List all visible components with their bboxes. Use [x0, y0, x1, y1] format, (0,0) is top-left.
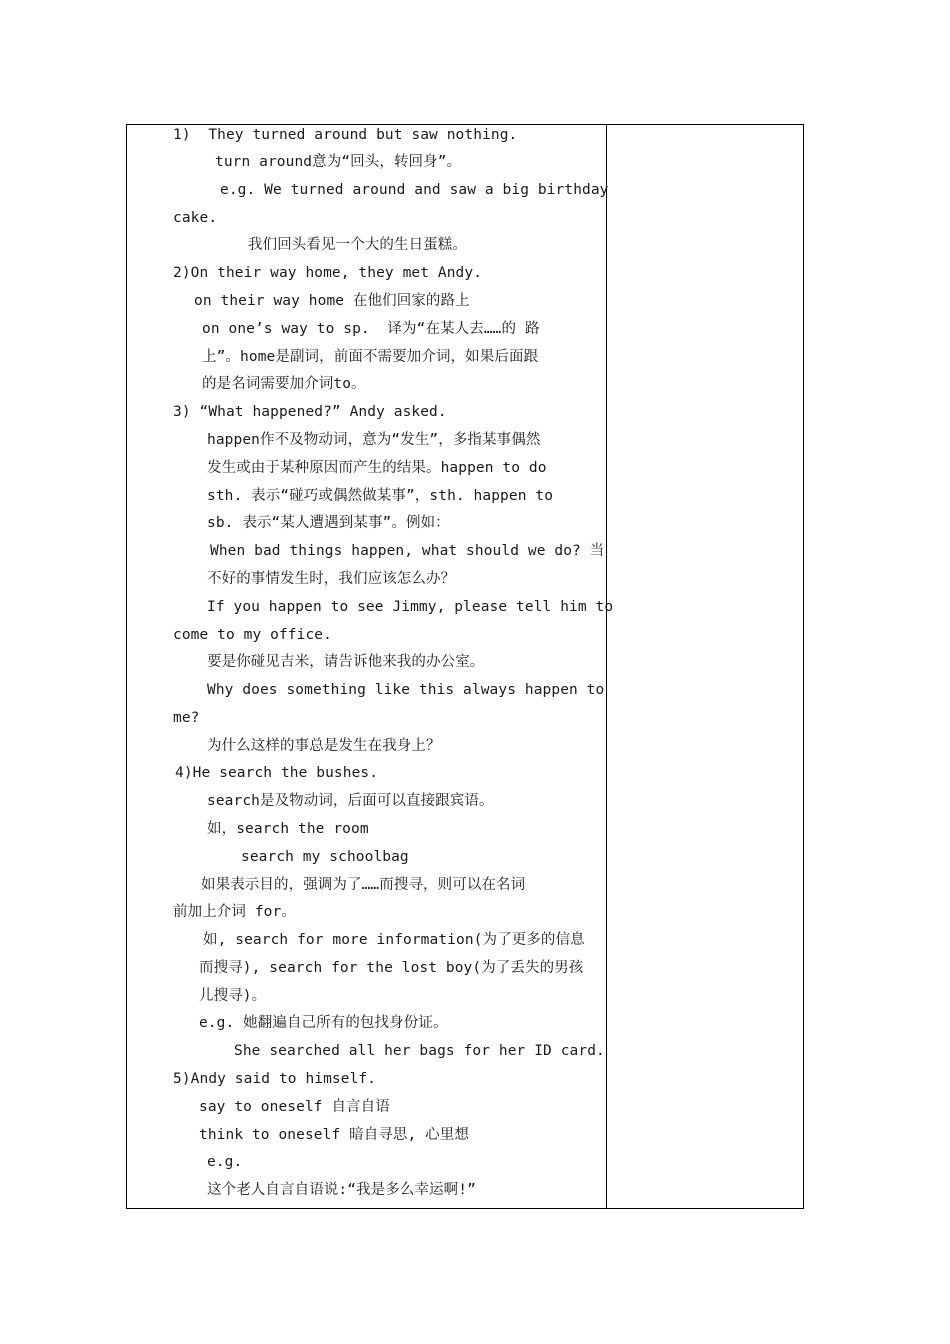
text-line: turn around意为“回头，转回身”。 [215, 154, 462, 170]
text-line: search my schoolbag [241, 849, 409, 865]
text-line: cake. [173, 210, 218, 226]
text-line: If you happen to see Jimmy, please tell him to [207, 599, 614, 615]
text-line: 4)He search the bushes. [175, 765, 379, 781]
text-line: 如, search for more information(为了更多的信息 [203, 932, 585, 948]
text-line: say to oneself 自言自语 [199, 1099, 390, 1115]
text-line: 为什么这样的事总是发生在我身上？ [207, 738, 441, 754]
text-line: search是及物动词，后面可以直接跟宾语。 [207, 793, 494, 809]
text-line: sth. 表示“碰巧或偶然做某事”，sth. happen to [207, 488, 554, 504]
text-line: 发生或由于某种原因而产生的结果。happen to do [207, 460, 547, 476]
text-line: think to oneself 暗自寻思, 心里想 [199, 1127, 469, 1143]
text-line: 的是名词需要加介词to。 [202, 376, 366, 392]
text-line: e.g. 她翻遍自己所有的包找身份证。 [199, 1015, 448, 1031]
text-line: 而搜寻), search for the lost boy(为了丢失的男孩 [199, 960, 584, 976]
text-line: me? [173, 710, 200, 726]
text-line: 我们回头看见一个大的生日蛋糕。 [248, 237, 467, 253]
text-line: e.g. We turned around and saw a big birthday [220, 182, 609, 198]
text-line: 3) “What happened?” Andy asked. [173, 404, 447, 420]
text-line: 2)On their way home, they met Andy. [173, 265, 483, 281]
text-line: 前加上介词 for。 [173, 904, 296, 920]
text-line: 儿搜寻)。 [199, 988, 267, 1004]
text-line: 如，search the room [207, 821, 369, 837]
text-line: happen作不及物动词，意为“发生”，多指某事偶然 [207, 432, 541, 448]
text-line: 5)Andy said to himself. [173, 1071, 377, 1087]
text-line: sb. 表示“某人遭遇到某事”。例如： [207, 515, 450, 531]
text-line: on one’s way to sp. 译为“在某人去……的 路 [202, 321, 540, 337]
notes-column-empty [607, 125, 803, 1208]
text-line: 上”。home是副词，前面不需要加介词，如果后面跟 [202, 349, 539, 365]
text-line: 要是你碰见吉米，请告诉他来我的办公室。 [207, 654, 485, 670]
text-line: 1) They turned around but saw nothing. [173, 127, 518, 143]
text-line: 不好的事情发生时，我们应该怎么办？ [207, 571, 456, 587]
text-line: Why does something like this always happen to [207, 682, 605, 698]
text-line: e.g. [207, 1154, 243, 1170]
text-line: 如果表示目的，强调为了……而搜寻，则可以在名词 [201, 877, 526, 893]
text-line: When bad things happen, what should we do? 当 [210, 543, 605, 559]
text-line: come to my office. [173, 627, 332, 643]
text-line: on their way home 在他们回家的路上 [194, 293, 470, 309]
text-line: She searched all her bags for her ID card. [234, 1043, 605, 1059]
text-line: 这个老人自言自语说:“我是多么幸运啊!” [207, 1182, 476, 1198]
